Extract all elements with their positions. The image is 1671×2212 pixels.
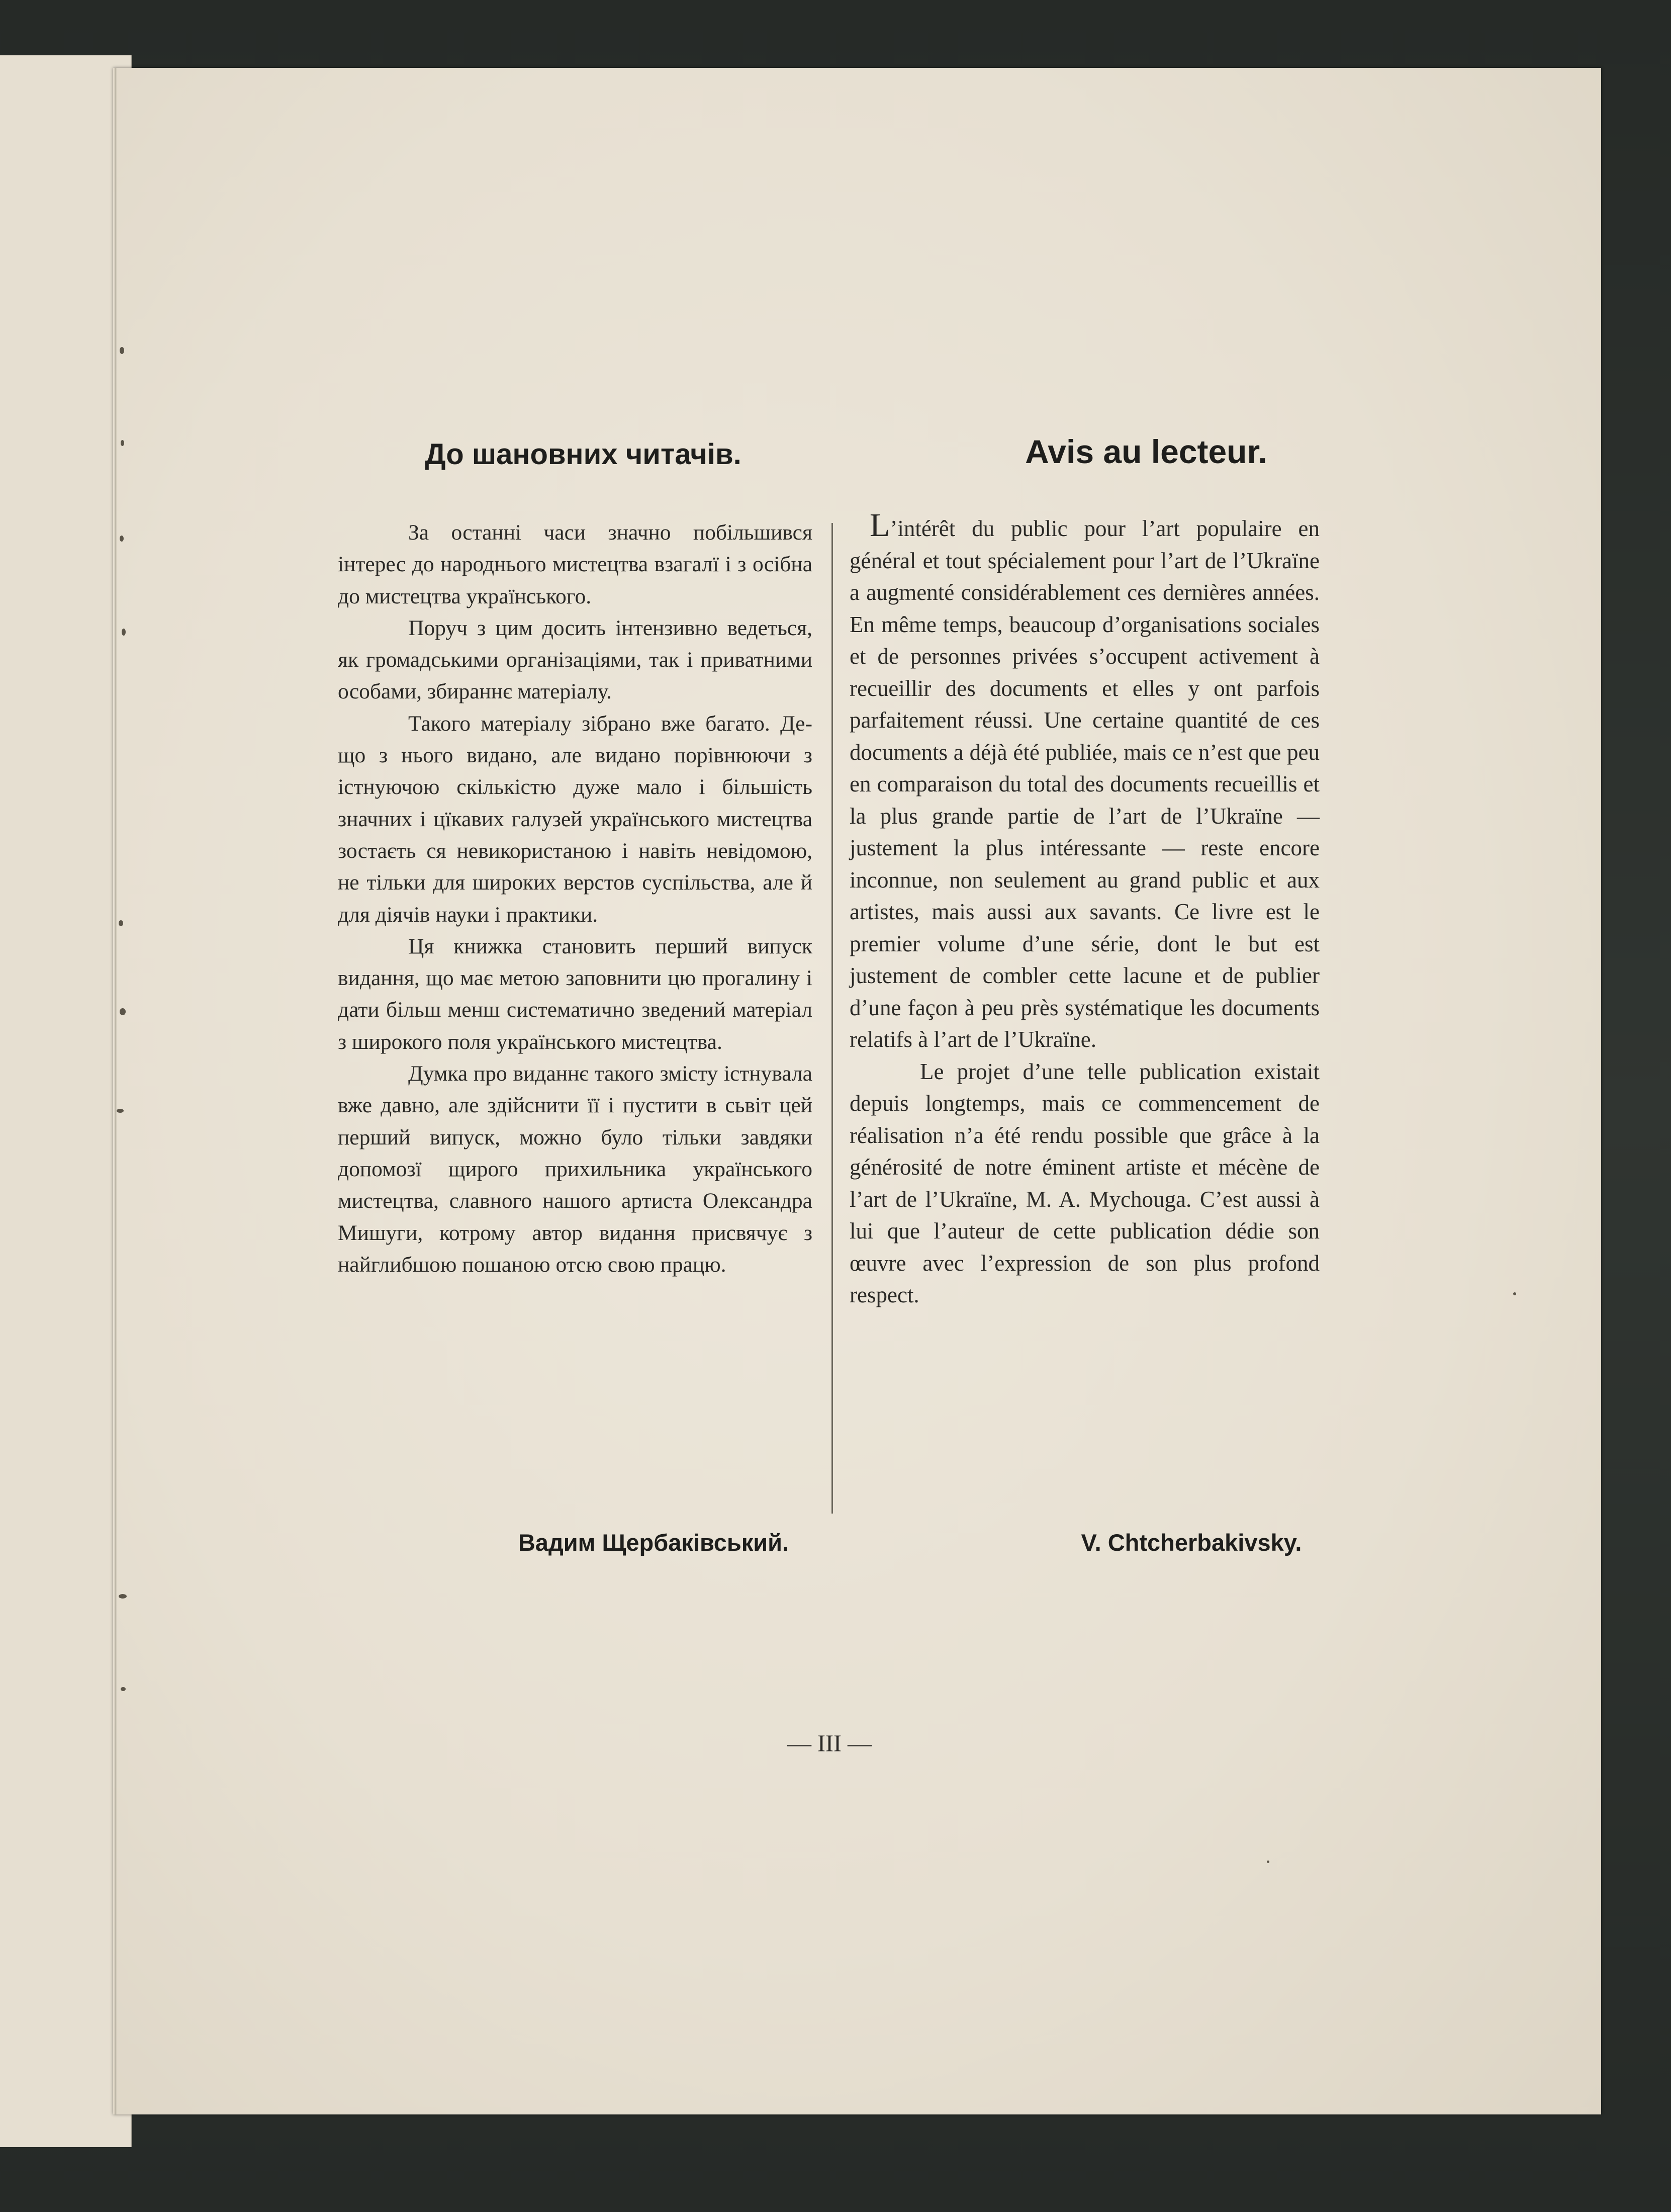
cover-board-edge: [0, 55, 132, 2147]
page-gutter: [115, 68, 117, 2114]
ukrainian-paragraph: Ця книжка становить перший випуск видання, що має метою заповнити цю прогалину і дати більш менш систематично зведений матеріал з широкого поля українського мистецтва.: [338, 934, 812, 1054]
french-heading: Avis au lecteur.: [1025, 433, 1267, 470]
paper-speck: [121, 1687, 126, 1691]
ukrainian-paragraph: Думка про виданнє такого змісту істнувала вже давно, але здійснити її і пустити в сьвіт цей перший випуск, можно було тільки завдяки допомозї щирого прихильника українського мистецтва, славного нашого артиста Олександра Мишуги, котрому автор видання присвячує з найглибшою пошаною отсю свою працю.: [338, 1061, 812, 1277]
french-paragraph-text: ’intérêt du public pour l’art populaire en général et tout spécialement pour l’art de l’Ukraïne a augmenté considérablement ces dernières années. En même temps, beaucoup d’organisations sociales et de personnes privées s’occupent activement à recueillir des documents et elles y ont parfois parfaitement réussi. Une certaine quantité de ces documents a déjà été publiée, mais ce n’est que peu en comparaison du total des documents recueillis et la plus grande partie de l’art de l’Ukraïne — justement la plus intéressante — reste encore inconnue, non seulement au grand public et aux artistes, mais aussi aux savants. Ce livre est le premier volume d’une série, dont le but est justement de combler cette lacune et de publier d’une façon à peu près systématique les documents relatifs à l’art de l’Ukraïne.: [850, 516, 1320, 1052]
paper-speck: [1513, 1292, 1516, 1295]
paper-speck: [117, 1109, 124, 1113]
french-paragraph: Le projet d’une telle publication existait depuis longtemps, mais ce commencement de réalisation n’a été rendu possible que grâce à la générosité de notre éminent artiste et mécène de l’art de l’Ukraïne, M. A. Mychouga. C’est aussi à lui que l’auteur de cette publication dédie son œuvre avec l’expression de son plus profond respect.: [850, 1058, 1320, 1307]
ukrainian-paragraph: Такого матеріалу зібрано вже багато. Де-що з нього видано, але видано порівнюючи з істнуючою скількістю дуже мало і більшість значних і цїкавих галузей українського мистецтва зостаєть ся невикористаною і навіть невідомою, не тільки для широких верстов суспільства, але й для діячів науки і практики.: [338, 711, 812, 927]
paper-speck: [120, 347, 124, 354]
french-signature: V. Chtcherbakivsky.: [1081, 1529, 1302, 1556]
paper-speck: [120, 536, 124, 542]
paper-speck: [121, 440, 124, 446]
paper-speck: [1267, 1861, 1269, 1863]
french-column: [850, 507, 1320, 1311]
drop-cap: L: [870, 507, 890, 544]
ukrainian-paragraph: За останні часи значно побільшився інтерес до народнього мистецтва взагалї і з осібна до мистецтва українського.: [338, 520, 812, 608]
paper-speck: [122, 629, 126, 636]
ukrainian-signature: Вадим Щербаківський.: [518, 1529, 789, 1556]
page-number: — III —: [787, 1730, 872, 1757]
ukrainian-paragraph: Поруч з цим досить інтензивно ведеться, як громадськими організаціями, так і приватними особами, збираннє матеріалу.: [338, 615, 812, 704]
paper-speck: [119, 920, 123, 926]
french-paragraph-first: [850, 507, 1320, 1056]
paper-speck: [119, 1594, 127, 1599]
ukrainian-column: [338, 517, 812, 1281]
column-divider: [831, 523, 833, 1514]
paper-speck: [120, 1008, 126, 1015]
ukrainian-heading: До шановних читачів.: [425, 438, 741, 471]
